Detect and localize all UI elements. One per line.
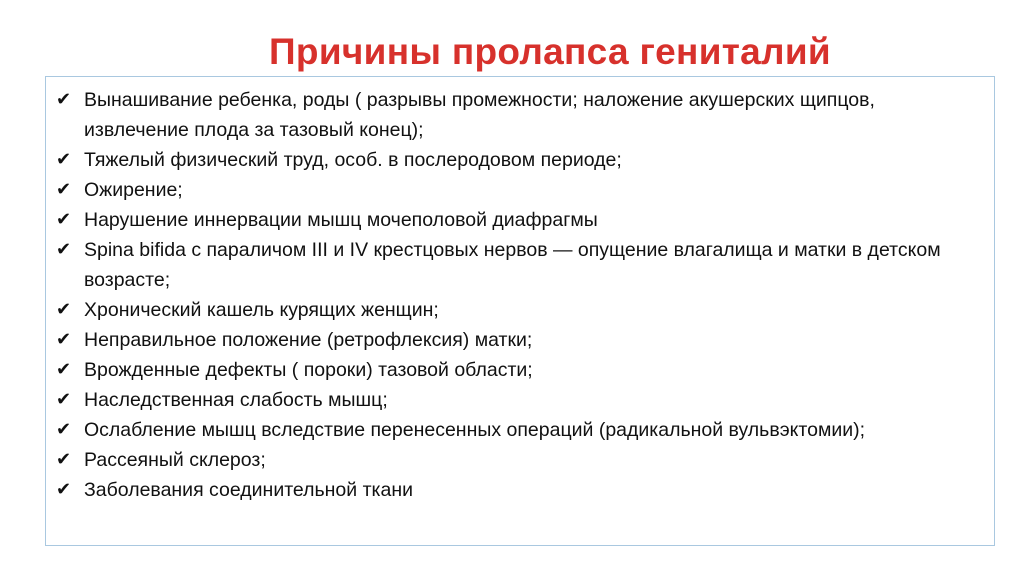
causes-list (56, 85, 976, 505)
checkmark-icon: ✔ (56, 179, 72, 200)
list-item (56, 85, 976, 145)
slide-title: Причины пролапса гениталий (269, 31, 831, 72)
checkmark-icon: ✔ (56, 389, 72, 410)
list-item-text: Нарушение иннервации мышц мочеполовой диафрагмы (84, 209, 598, 231)
checkmark-icon: ✔ (56, 299, 72, 320)
checkmark-icon: ✔ (56, 419, 72, 440)
list-item-text: Рассеяный склероз; (84, 449, 266, 471)
checkmark-icon: ✔ (56, 239, 72, 260)
list-item-text: Тяжелый физический труд, особ. в послеродовом периоде; (84, 149, 622, 171)
checkmark-icon: ✔ (56, 329, 72, 350)
list-item (56, 445, 976, 475)
checkmark-icon: ✔ (56, 359, 72, 380)
list-item (56, 325, 976, 355)
list-item (56, 475, 976, 505)
list-item (56, 415, 976, 445)
checkmark-icon: ✔ (56, 449, 72, 470)
list-item (56, 355, 976, 385)
list-item-text: Неправильное положение (ретрофлексия) матки; (84, 329, 533, 351)
list-item-text: Врожденные дефекты ( пороки) тазовой области; (84, 359, 533, 381)
list-item (56, 205, 976, 235)
list-item-text: Хронический кашель курящих женщин; (84, 299, 439, 321)
content-box (45, 76, 995, 546)
list-item-text: Ослабление мышц вследствие перенесенных операций (радикальной вульвэктомии); (84, 419, 866, 441)
list-item (56, 235, 976, 295)
list-item-text: Вынашивание ребенка, роды ( разрывы промежности; наложение акушерских щипцов, извлечение плода за тазовый конец); (84, 89, 875, 141)
list-item-text: Spina bifida с параличом III и IV крестцовых нервов — опущение влагалища и матки в детском возрасте; (84, 239, 941, 291)
list-item (56, 385, 976, 415)
checkmark-icon: ✔ (56, 89, 72, 110)
list-item-text: Заболевания соединительной ткани (84, 479, 413, 501)
list-item-text: Наследственная слабость мышц; (84, 389, 388, 411)
checkmark-icon: ✔ (56, 479, 72, 500)
list-item (56, 145, 976, 175)
list-item (56, 175, 976, 205)
checkmark-icon: ✔ (56, 209, 72, 230)
list-item (56, 295, 976, 325)
checkmark-icon: ✔ (56, 149, 72, 170)
list-item-text: Ожирение; (84, 179, 183, 201)
